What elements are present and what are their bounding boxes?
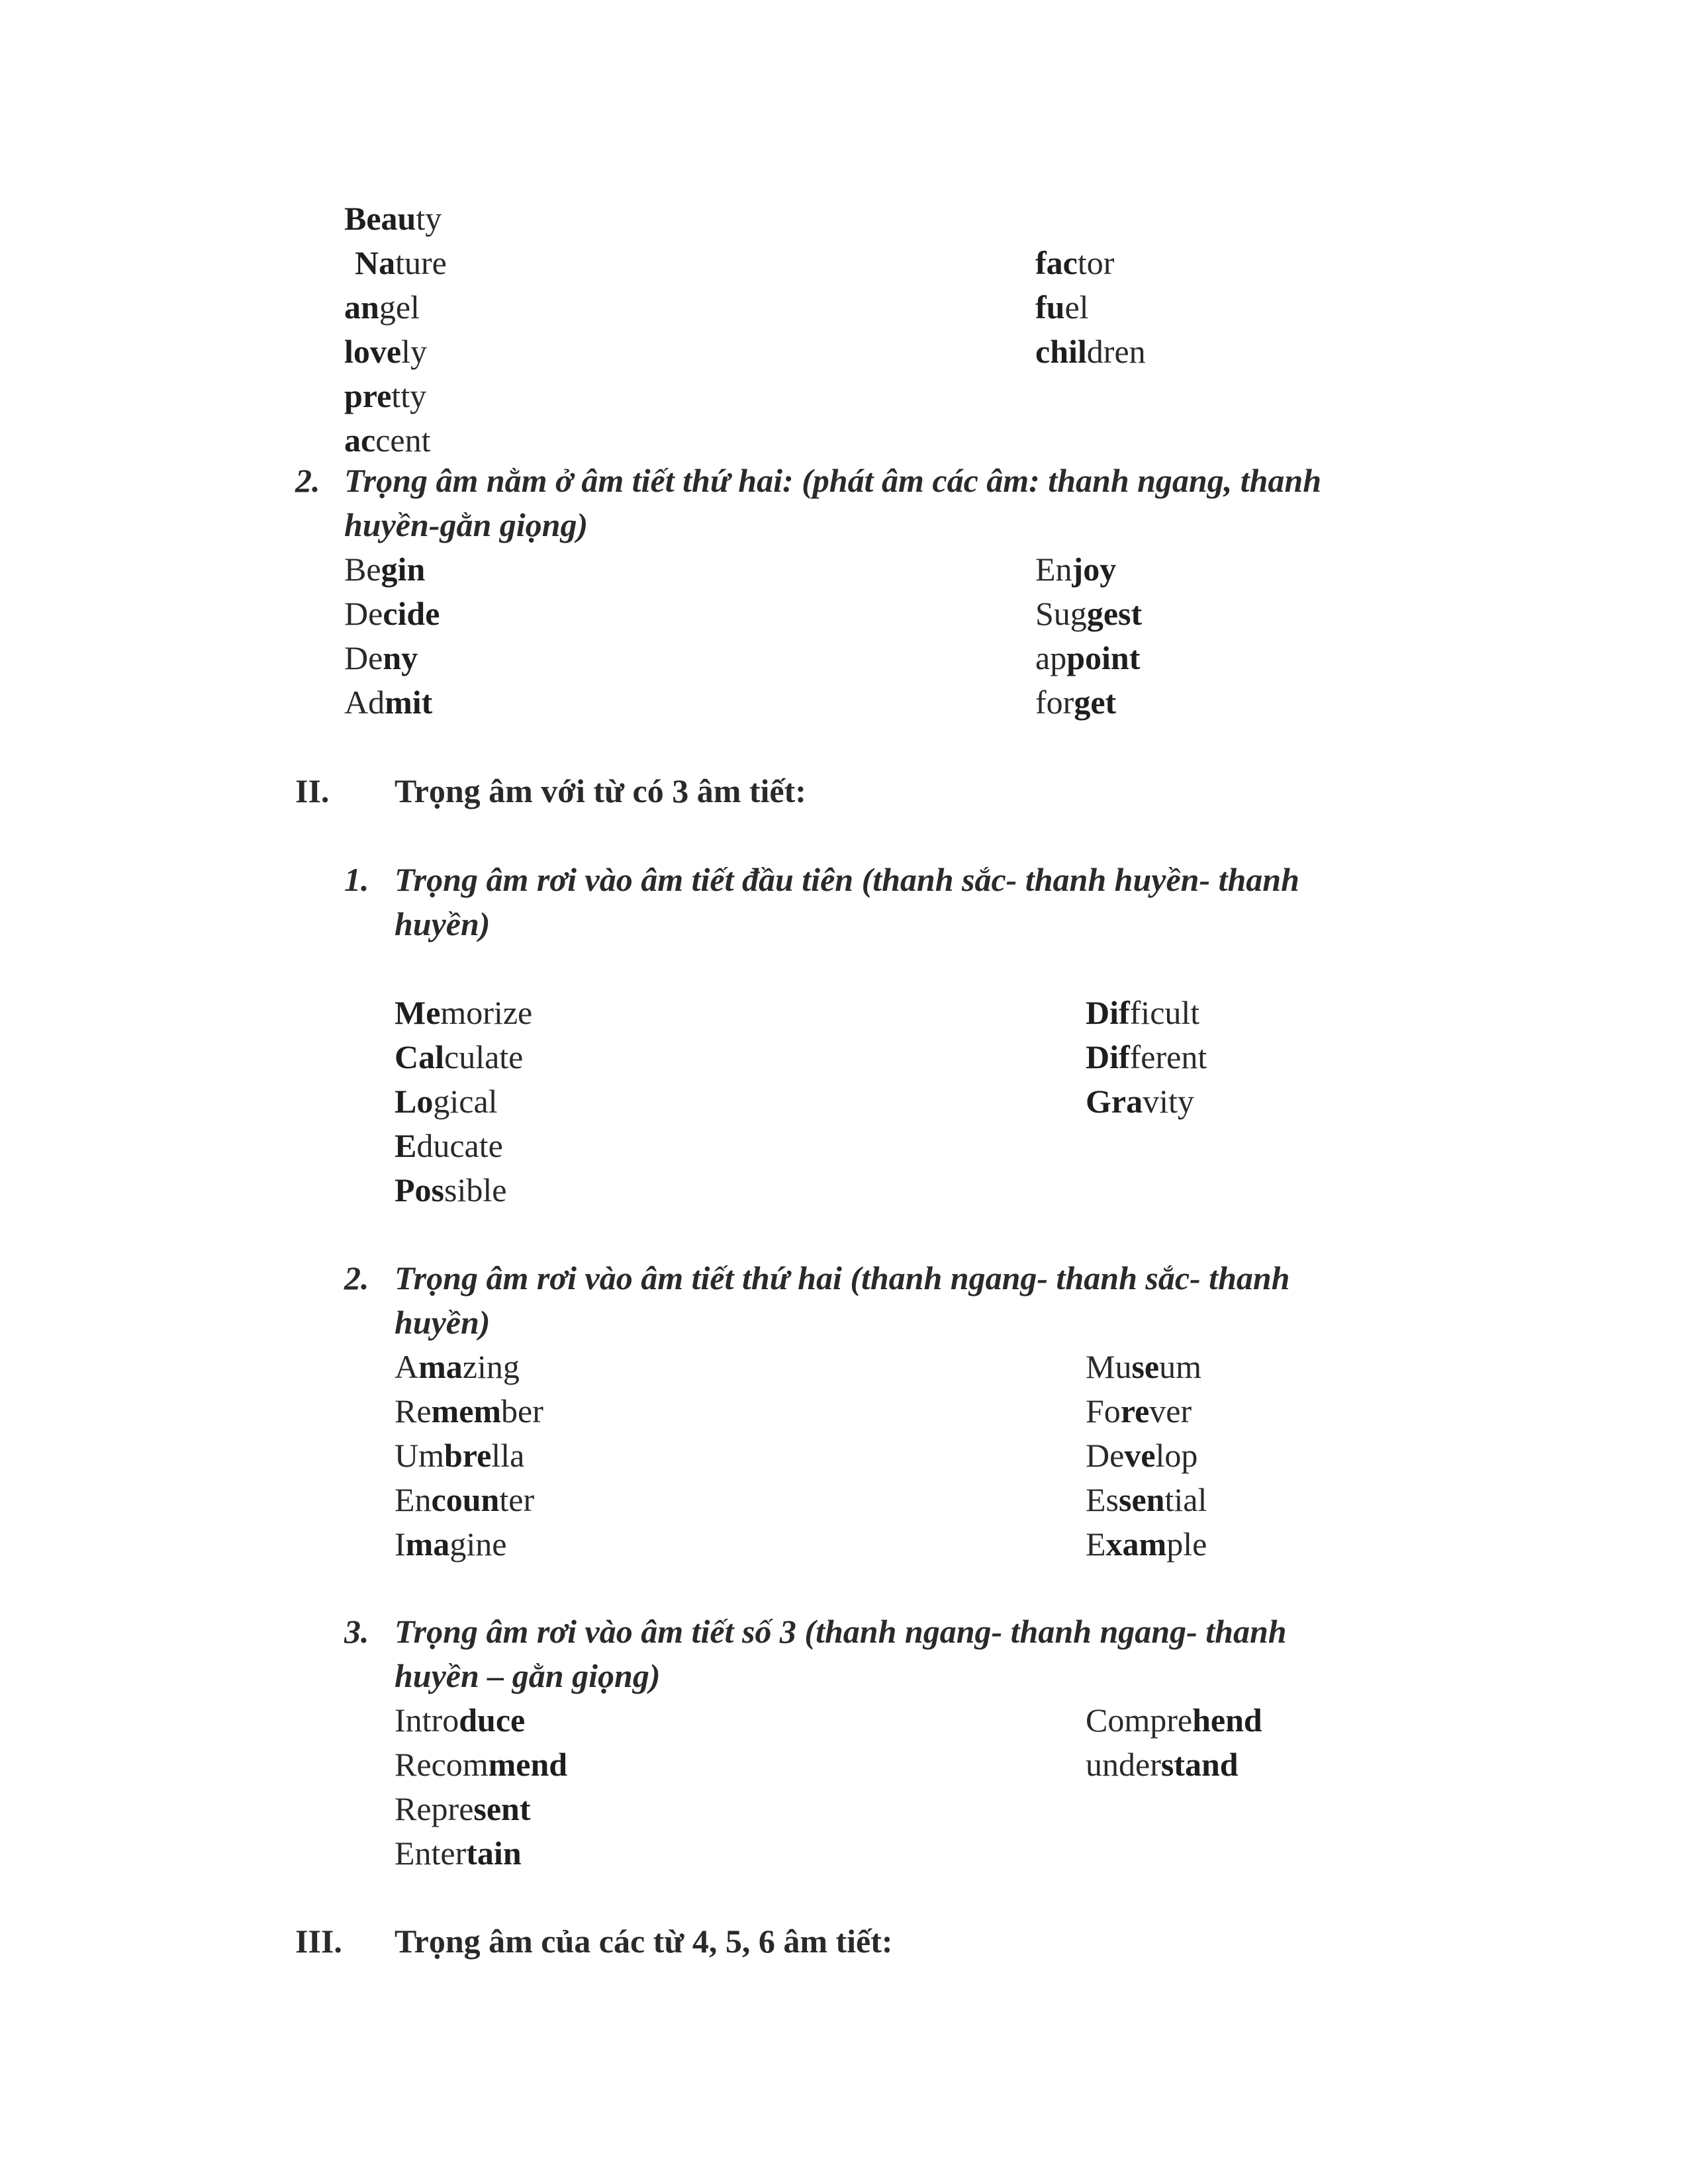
subheading-second-syllable: Trọng âm nằm ở âm tiết thứ hai: (phát âm các âm: thanh ngang, thanh: [344, 462, 1322, 499]
syllable: En: [395, 1481, 432, 1518]
stressed-syllable: joy: [1072, 551, 1117, 588]
word-item: [395, 1433, 524, 1478]
subheading-number: 2.: [295, 462, 320, 499]
word-item: [395, 1035, 523, 1079]
syllable: ple: [1166, 1525, 1207, 1563]
stressed-syllable: Cal: [395, 1038, 444, 1075]
syllable: Es: [1086, 1481, 1119, 1518]
syllable: gical: [433, 1083, 498, 1120]
word-item: [395, 1743, 567, 1787]
stressed-syllable: get: [1074, 684, 1117, 721]
syllable: tial: [1164, 1481, 1207, 1518]
syllable: vity: [1143, 1083, 1194, 1120]
syllable: dren: [1086, 333, 1146, 370]
syllable: Compre: [1086, 1702, 1193, 1739]
subheading-first-syllable-cont: huyền): [395, 905, 491, 942]
subheading-third-syllable-cont: huyền – gằn giọng): [395, 1657, 661, 1694]
word-item: [395, 1787, 531, 1831]
word-item: [344, 547, 425, 592]
word-item: [395, 1124, 503, 1168]
stressed-syllable: bre: [444, 1437, 492, 1474]
subheading-third-syllable: Trọng âm rơi vào âm tiết số 3 (thanh ngang- thanh ngang- thanh: [395, 1613, 1287, 1650]
stressed-syllable: gest: [1086, 595, 1143, 632]
word-item: [1035, 241, 1114, 285]
section-number-iii: III.: [295, 1923, 342, 1960]
word-item: [344, 418, 430, 463]
section-title-ii: Trọng âm với từ có 3 âm tiết:: [395, 772, 806, 809]
word-item: [355, 241, 447, 285]
syllable: ver: [1149, 1392, 1192, 1430]
stressed-syllable: point: [1066, 639, 1141, 676]
word-item: [1086, 1698, 1262, 1743]
stressed-syllable: Dif: [1086, 1038, 1130, 1075]
syllable: cent: [375, 422, 431, 459]
syllable: De: [344, 639, 383, 676]
syllable: lop: [1155, 1437, 1198, 1474]
stressed-syllable: tain: [466, 1835, 522, 1872]
word-item: [344, 680, 432, 725]
syllable: ture: [395, 244, 447, 281]
syllable: ficult: [1129, 994, 1200, 1031]
stressed-syllable: chil: [1035, 333, 1087, 370]
stressed-syllable: pre: [344, 377, 392, 414]
section-number-ii: II.: [295, 772, 330, 809]
stressed-syllable: cide: [383, 595, 440, 632]
syllable: um: [1159, 1348, 1202, 1385]
stressed-syllable: coun: [431, 1481, 500, 1518]
word-item: [344, 636, 418, 680]
subheading-number: 3.: [344, 1613, 369, 1650]
subheading-number: 2.: [344, 1259, 369, 1297]
word-item: [1035, 592, 1142, 636]
stressed-syllable: ve: [1124, 1437, 1156, 1474]
word-item: [1035, 680, 1116, 725]
syllable: Enter: [395, 1835, 467, 1872]
stressed-syllable: Me: [395, 994, 441, 1031]
word-item: [395, 1522, 506, 1567]
word-item: [344, 285, 420, 330]
word-item: [1035, 330, 1146, 374]
subheading-ii-second-syllable: Trọng âm rơi vào âm tiết thứ hai (thanh ngang- thanh sắc- thanh: [395, 1259, 1290, 1297]
word-item: [1086, 991, 1199, 1035]
stressed-syllable: se: [1131, 1348, 1160, 1385]
word-item: [344, 592, 440, 636]
stressed-syllable: gin: [381, 551, 426, 588]
stressed-syllable: sen: [1119, 1481, 1165, 1518]
stressed-syllable: duce: [459, 1702, 526, 1739]
syllable: sible: [444, 1171, 507, 1208]
word-item: [1086, 1389, 1192, 1433]
word-item: [395, 1831, 522, 1876]
stressed-syllable: ac: [344, 422, 376, 459]
syllable: ducate: [416, 1127, 503, 1164]
syllable: for: [1035, 684, 1074, 721]
stressed-syllable: Pos: [395, 1171, 444, 1208]
stressed-syllable: mem: [431, 1392, 502, 1430]
subheading-ii-second-syllable-cont: huyền): [395, 1304, 491, 1341]
word-item: [395, 991, 532, 1035]
word-item: [1086, 1478, 1207, 1522]
syllable: tor: [1077, 244, 1115, 281]
syllable: ly: [401, 333, 427, 370]
stressed-syllable: ma: [405, 1525, 450, 1563]
syllable: I: [395, 1525, 406, 1563]
stressed-syllable: sent: [473, 1790, 531, 1827]
subheading-number: 1.: [344, 861, 369, 898]
syllable: A: [395, 1348, 419, 1385]
syllable: lla: [491, 1437, 525, 1474]
word-item: [1086, 1035, 1207, 1079]
syllable: ber: [501, 1392, 543, 1430]
syllable: morize: [440, 994, 533, 1031]
syllable: tty: [391, 377, 427, 414]
word-item: [395, 1079, 498, 1124]
syllable: ap: [1035, 639, 1067, 676]
stressed-syllable: Lo: [395, 1083, 434, 1120]
stressed-syllable: ny: [383, 639, 418, 676]
syllable: gel: [379, 289, 420, 326]
stressed-syllable: Dif: [1086, 994, 1130, 1031]
word-item: [344, 374, 426, 418]
syllable: ter: [499, 1481, 535, 1518]
word-item: [395, 1389, 543, 1433]
syllable: zing: [462, 1348, 520, 1385]
syllable: Mu: [1086, 1348, 1132, 1385]
syllable: E: [1086, 1525, 1106, 1563]
word-item: [1086, 1079, 1194, 1124]
syllable: gine: [449, 1525, 507, 1563]
syllable: ferent: [1129, 1038, 1207, 1075]
syllable: culate: [444, 1038, 524, 1075]
stressed-syllable: Beau: [344, 200, 416, 237]
subheading-second-syllable-cont: huyền-gằn giọng): [344, 506, 588, 543]
word-item: [395, 1345, 520, 1389]
word-item: [1035, 547, 1116, 592]
syllable: Sug: [1035, 595, 1087, 632]
syllable: De: [344, 595, 383, 632]
word-item: [344, 330, 427, 374]
syllable: Intro: [395, 1702, 459, 1739]
word-item: [1086, 1345, 1201, 1389]
word-item: [1086, 1433, 1197, 1478]
section-title-iii: Trọng âm của các từ 4, 5, 6 âm tiết:: [395, 1923, 893, 1960]
word-item: [1035, 636, 1140, 680]
stressed-syllable: E: [395, 1127, 417, 1164]
syllable: De: [1086, 1437, 1125, 1474]
word-item: [395, 1698, 525, 1743]
stressed-syllable: an: [344, 289, 379, 326]
stressed-syllable: stand: [1160, 1746, 1239, 1783]
syllable: Re: [395, 1392, 432, 1430]
syllable: Ad: [344, 684, 385, 721]
syllable: Be: [344, 551, 381, 588]
word-item: [1086, 1743, 1239, 1787]
word-item: [1035, 285, 1089, 330]
syllable: Fo: [1086, 1392, 1121, 1430]
syllable: ty: [416, 200, 442, 237]
stressed-syllable: Na: [355, 244, 396, 281]
word-item: [1086, 1522, 1207, 1567]
stressed-syllable: re: [1120, 1392, 1150, 1430]
subheading-first-syllable: Trọng âm rơi vào âm tiết đầu tiên (thanh sắc- thanh huyền- thanh: [395, 861, 1299, 898]
syllable: En: [1035, 551, 1072, 588]
stressed-syllable: mit: [385, 684, 433, 721]
stressed-syllable: love: [344, 333, 402, 370]
syllable: Recom: [395, 1746, 489, 1783]
stressed-syllable: ma: [418, 1348, 463, 1385]
word-item: [395, 1168, 506, 1212]
stressed-syllable: fac: [1035, 244, 1078, 281]
stressed-syllable: mend: [488, 1746, 568, 1783]
syllable: under: [1086, 1746, 1161, 1783]
syllable: Um: [395, 1437, 444, 1474]
syllable: el: [1064, 289, 1089, 326]
stressed-syllable: Gra: [1086, 1083, 1143, 1120]
syllable: Repre: [395, 1790, 474, 1827]
stressed-syllable: xam: [1105, 1525, 1167, 1563]
word-item: [395, 1478, 534, 1522]
stressed-syllable: fu: [1035, 289, 1065, 326]
stressed-syllable: hend: [1192, 1702, 1262, 1739]
word-item: [344, 197, 442, 241]
